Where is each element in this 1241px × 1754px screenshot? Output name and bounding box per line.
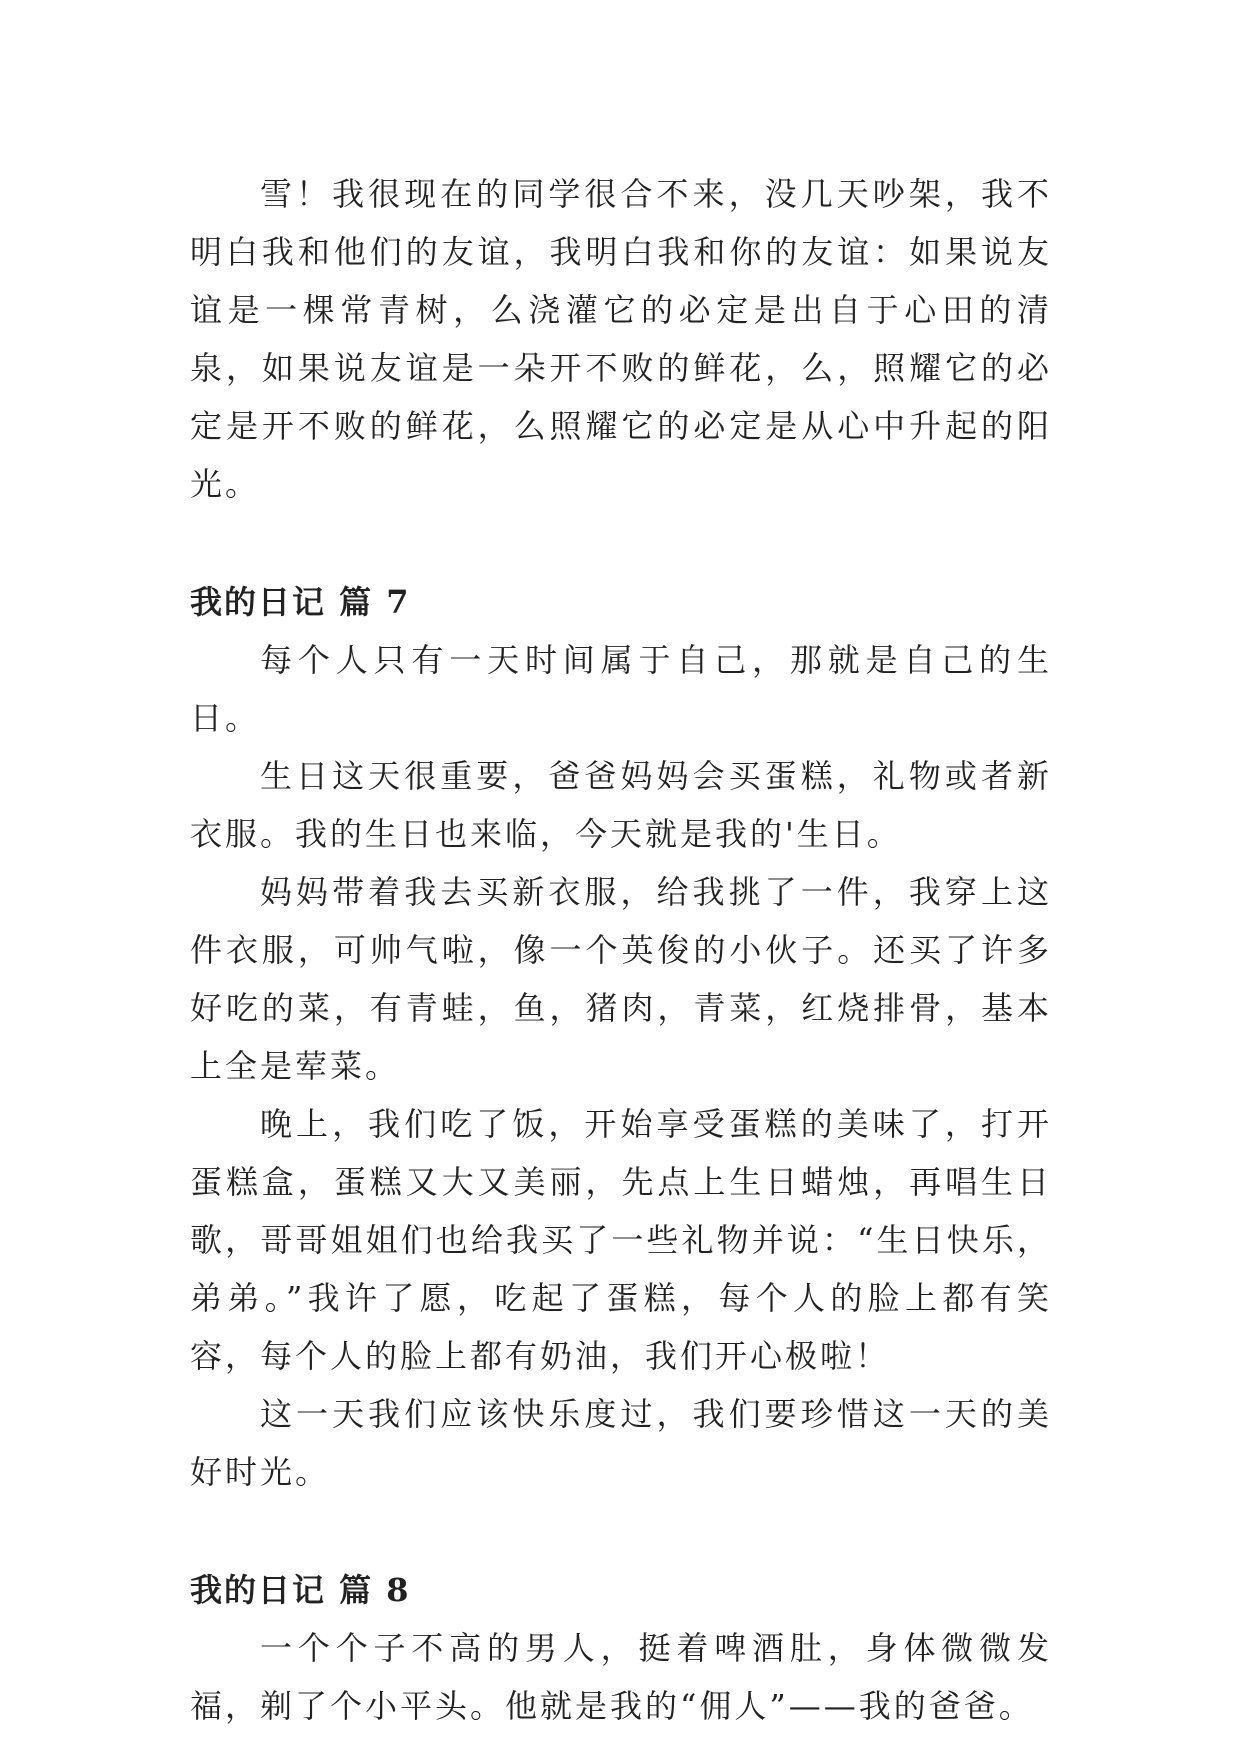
section-7-paragraph-3: 妈妈带着我去买新衣服，给我挑了一件，我穿上这件衣服，可帅气啦，像一个英俊的小伙子。还买了许多好吃的菜，有青蛙，鱼，猪肉，青菜，红烧排骨，基本上全是荤菜。 bbox=[190, 873, 1052, 1085]
section-7-paragraph-2: 生日这天很重要，爸爸妈妈会买蛋糕，礼物或者新衣服。我的生日也来临，今天就是我的'生日。 bbox=[190, 757, 1052, 853]
section-7-paragraph-1: 每个人只有一天时间属于自己，那就是自己的生日。 bbox=[190, 641, 1052, 737]
document-content bbox=[190, 165, 1052, 1735]
section-7-paragraph-4: 晚上，我们吃了饭，开始享受蛋糕的美味了，打开蛋糕盒，蛋糕又大又美丽，先点上生日蜡烛，再唱生日歌，哥哥姐姐们也给我买了一些礼物并说：“生日快乐，弟弟。”我许了愿，吃起了蛋糕，每个人的脸上都有笑容，每个人的脸上都有奶油，我们开心极啦！ bbox=[190, 1105, 1052, 1375]
section-8-paragraph-1: 一个个子不高的男人，挺着啤酒肚，身体微微发福，剃了个小平头。他就是我的“佣人”——我的爸爸。 bbox=[190, 1629, 1052, 1725]
section-7-title: 我的日记 篇 7 bbox=[190, 583, 411, 621]
intro-paragraph: 雪！我很现在的同学很合不来，没几天吵架，我不明白我和他们的友谊，我明白我和你的友谊：如果说友谊是一棵常青树，么浇灌它的必定是出自于心田的清泉，如果说友谊是一朵开不败的鲜花，么，照耀它的必定是开不败的鲜花，么照耀它的必定是从心中升起的阳光。 bbox=[190, 175, 1052, 503]
section-8-title: 我的日记 篇 8 bbox=[190, 1571, 411, 1609]
section-7-paragraph-5: 这一天我们应该快乐度过，我们要珍惜这一天的美好时光。 bbox=[190, 1395, 1052, 1491]
